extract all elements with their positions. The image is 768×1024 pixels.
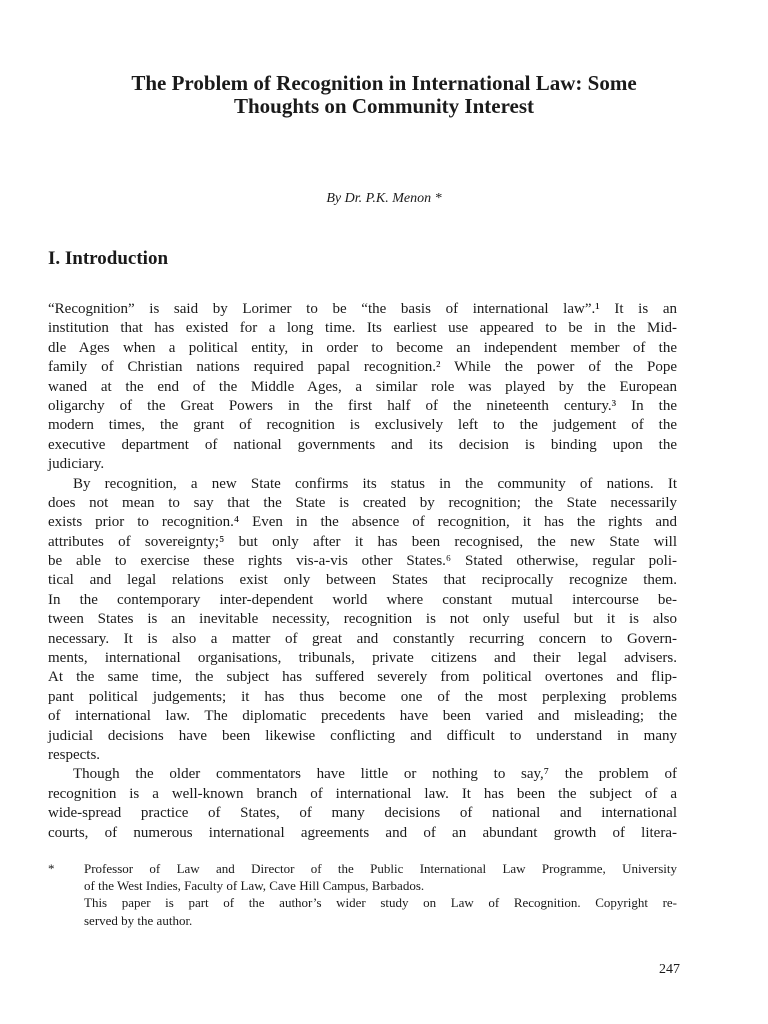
body-line: “Recognition” is said by Lorimer to be “the basis of international law”.¹ It is an <box>48 301 677 317</box>
footnote-line: Professor of Law and Director of the Public International Law Programme, University <box>84 861 677 876</box>
footnote-line: served by the author. <box>84 912 193 928</box>
article-title-line-1: The Problem of Recognition in International Law: Some <box>131 71 637 95</box>
section-heading: I. Introduction <box>48 248 169 269</box>
body-line: recognition is a well-known branch of international law. It has been the subject of a <box>48 785 677 802</box>
footnote <box>48 860 677 929</box>
body-line: judicial decisions have been likewise conflicting and difficult to understand in many <box>48 727 677 744</box>
body-line: of international law. The diplomatic precedents have been varied and misleading; the <box>48 708 677 725</box>
body-line: respects. <box>48 746 101 763</box>
body-line: dle Ages when a political entity, in order to become an independent member of the <box>48 339 677 356</box>
body-line: Though the older commentators have little or nothing to say,⁷ the problem of <box>73 766 677 783</box>
body-line: By recognition, a new State confirms its status in the community of nations. It <box>73 475 677 492</box>
body-line: executive department of national governments and its decision is binding upon the <box>48 436 677 453</box>
body-text <box>48 300 677 843</box>
body-line: family of Christian nations required papal recognition.² While the power of the Pope <box>48 359 677 376</box>
body-line: In the contemporary inter-dependent world where constant mutual intercourse be- <box>48 591 677 608</box>
body-line: courts, of numerous international agreements and of an abundant growth of litera- <box>48 824 677 841</box>
body-line: modern times, the grant of recognition is exclusively left to the judgement of the <box>48 417 677 434</box>
body-line: ments, international organisations, tribunals, private citizens and their legal advisers. <box>48 650 677 667</box>
body-line: tical and legal relations exist only between States that reciprocally recognize them. <box>48 572 677 589</box>
article-title-line-2: Thoughts on Community Interest <box>233 94 535 118</box>
body-line: waned at the end of the Middle Ages, a similar role was played by the European <box>48 378 677 395</box>
body-line: wide-spread practice of States, of many decisions of national and international <box>48 805 677 822</box>
body-line: attributes of sovereignty;⁵ but only after it has been recognised, the new State will <box>48 533 677 550</box>
footnote-text <box>84 860 677 929</box>
body-line: institution that has existed for a long time. Its earliest use appeared to be in the Mid- <box>48 320 677 337</box>
author-byline: By Dr. P.K. Menon * <box>326 191 442 206</box>
body-line: pant political judgements; it has thus become one of the most perplexing problems <box>48 688 677 705</box>
body-line: necessary. It is also a matter of great and constantly recurring concern to Govern- <box>48 630 677 647</box>
article-title <box>40 72 728 118</box>
footnote-line: This paper is part of the author’s wider study on Law of Recognition. Copyright re- <box>84 895 677 911</box>
body-line: At the same time, the subject has suffered severely from political overtones and flip- <box>48 669 677 686</box>
page-number: 247 <box>659 962 680 977</box>
body-line: be able to exercise these rights vis-a-vis other States.⁶ Stated otherwise, regular poli- <box>48 553 677 570</box>
footnote-line: of the West Indies, Faculty of Law, Cave Hill Campus, Barbados. <box>84 878 425 894</box>
body-line: oligarchy of the Great Powers in the first half of the nineteenth century.³ In the <box>48 397 677 414</box>
body-line: tween States is an inevitable necessity, recognition is not only useful but it is also <box>48 611 677 628</box>
footnote-marker: * <box>48 861 55 876</box>
body-line: judiciary. <box>48 456 105 473</box>
body-line: exists prior to recognition.⁴ Even in the absence of recognition, it has the rights and <box>48 514 677 531</box>
body-line: does not mean to say that the State is created by recognition; the State necessarily <box>48 494 677 511</box>
